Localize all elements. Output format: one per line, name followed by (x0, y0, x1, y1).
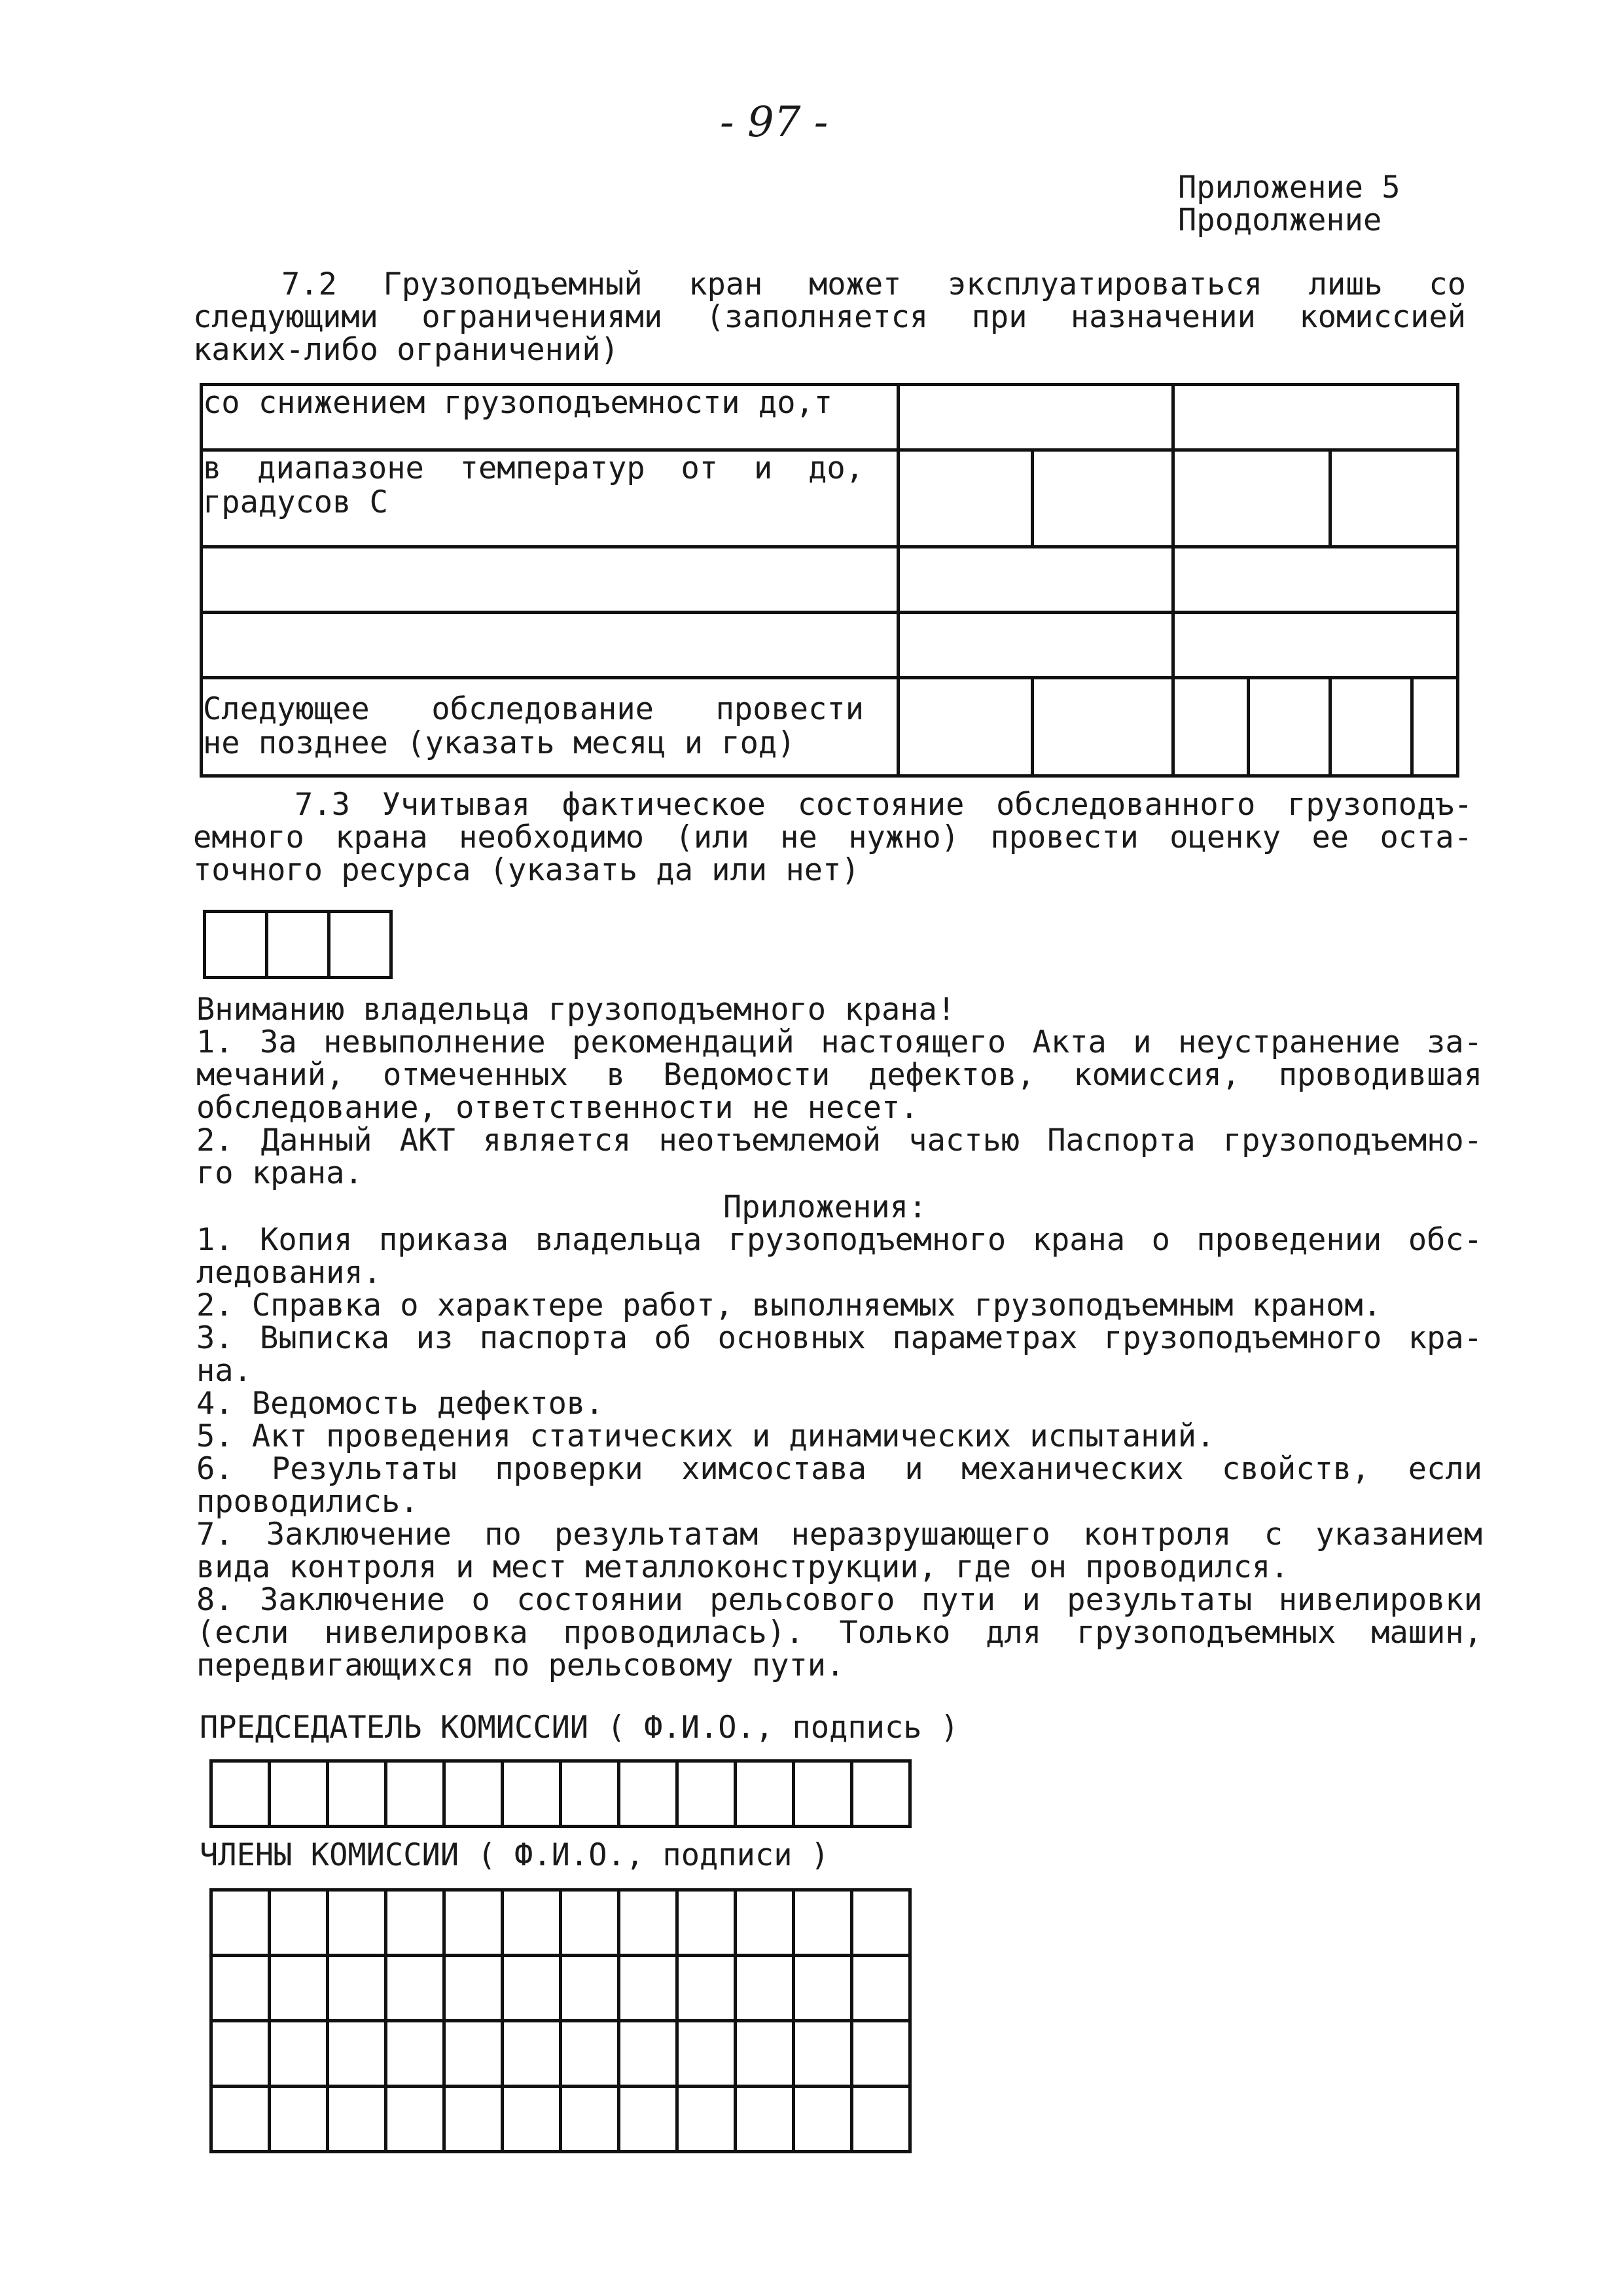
section-7-3-line-2: емного крана необходимо (или не нужно) провести оценку ее оста- (193, 819, 1472, 855)
signature-cell[interactable] (619, 1890, 677, 1956)
table-row (211, 2087, 910, 2152)
signature-cell[interactable] (852, 1890, 910, 1956)
table-row (202, 385, 1458, 450)
year-digit-3[interactable] (1330, 678, 1412, 776)
signature-cell[interactable] (211, 2021, 270, 2087)
answer-box-1[interactable] (203, 910, 268, 979)
signature-cell[interactable] (270, 1956, 328, 2021)
temperature-range-label-line-2: градусов С (203, 484, 388, 520)
signature-cell[interactable] (328, 2021, 386, 2087)
signature-cell[interactable] (677, 1956, 736, 2021)
reduced-capacity-label: со снижением грузоподъемности до,т (202, 385, 899, 450)
signature-cell[interactable] (386, 1956, 444, 2021)
restrictions-table (200, 383, 1459, 778)
signature-cell[interactable] (794, 1890, 852, 1956)
temperature-to-cell-2[interactable] (1330, 450, 1458, 547)
temperature-from-cell-2[interactable] (1033, 450, 1173, 547)
signature-cell[interactable] (444, 1956, 503, 2021)
attachment-line: 5. Акт проведения статических и динамических испытаний. (196, 1418, 1215, 1454)
table-row (202, 678, 1458, 776)
table-row (211, 2021, 910, 2087)
temperature-to-cell-1[interactable] (1173, 450, 1330, 547)
blank-restriction-label-1[interactable] (202, 547, 899, 613)
signature-cell[interactable] (328, 1956, 386, 2021)
signature-cell[interactable] (677, 1761, 736, 1827)
signature-cell[interactable] (444, 1890, 503, 1956)
signature-cell[interactable] (852, 2021, 910, 2087)
attachment-line: 1. Копия приказа владельца грузоподъемного крана о проведении обс- (196, 1222, 1482, 1258)
blank-restriction-value-2a[interactable] (899, 613, 1173, 678)
next-inspection-label-line-2: не позднее (указать месяц и год) (203, 725, 796, 761)
reduced-capacity-value-cell[interactable] (899, 385, 1173, 450)
signature-cell[interactable] (444, 1761, 503, 1827)
signature-cell[interactable] (211, 1761, 270, 1827)
signature-cell[interactable] (852, 1956, 910, 2021)
section-7-2-line-1: 7.2 Грузоподъемный кран может эксплуатироваться лишь со (281, 266, 1466, 302)
signature-cell[interactable] (794, 2021, 852, 2087)
answer-box-2[interactable] (265, 910, 330, 979)
blank-restriction-value-1b[interactable] (1173, 547, 1458, 613)
residual-resource-answer-boxes (203, 910, 393, 979)
chairman-signature-grid (209, 1759, 912, 1828)
signature-cell[interactable] (270, 1890, 328, 1956)
signature-cell[interactable] (561, 1890, 619, 1956)
table-row (202, 450, 1458, 547)
attention-title: Вниманию владельца грузоподъемного крана! (196, 992, 956, 1028)
attachment-line: ледования. (196, 1255, 382, 1291)
members-label: ЧЛЕНЫ КОМИССИИ ( Ф.И.О., подписи ) (200, 1837, 830, 1873)
signature-cell[interactable] (503, 1956, 561, 2021)
temperature-range-label (202, 450, 899, 547)
signature-cell[interactable] (444, 2087, 503, 2152)
attachment-line: передвигающихся по рельсовому пути. (196, 1647, 845, 1683)
attachment-line: 4. Ведомость дефектов. (196, 1386, 604, 1422)
attachment-line: 2. Справка о характере работ, выполняемых грузоподъемным краном. (196, 1287, 1382, 1323)
section-7-2-line-3: каких-либо ограничений) (193, 332, 619, 368)
table-row (211, 1890, 910, 1956)
attachments-title: Приложения: (723, 1189, 927, 1225)
year-digit-1[interactable] (1173, 678, 1249, 776)
signature-cell[interactable] (561, 2021, 619, 2087)
signature-cell[interactable] (328, 2087, 386, 2152)
signature-cell[interactable] (619, 1761, 677, 1827)
signature-cell[interactable] (736, 2087, 794, 2152)
signature-cell[interactable] (677, 2021, 736, 2087)
blank-restriction-label-2[interactable] (202, 613, 899, 678)
attachment-line: 7. Заключение по результатам неразрушающего контроля с указанием (196, 1516, 1482, 1552)
attachment-line: 8. Заключение о состоянии рельсового пути и результаты нивелировки (196, 1582, 1482, 1618)
signature-cell[interactable] (736, 1761, 794, 1827)
year-digit-4[interactable] (1412, 678, 1458, 776)
signature-cell[interactable] (736, 1890, 794, 1956)
signature-cell[interactable] (503, 1890, 561, 1956)
appendix-label: Приложение 5 (1178, 170, 1400, 206)
section-7-3-line-3: точного ресурса (указать да или нет) (193, 852, 860, 888)
table-row (202, 613, 1458, 678)
temperature-from-cell-1[interactable] (899, 450, 1033, 547)
attachment-line: на. (196, 1353, 252, 1389)
signature-cell[interactable] (619, 1956, 677, 2021)
reduced-capacity-value-cell-2[interactable] (1173, 385, 1458, 450)
attention-item-2-line-2: го крана. (196, 1155, 363, 1191)
signature-cell[interactable] (852, 2087, 910, 2152)
answer-box-3[interactable] (327, 910, 393, 979)
attention-item-1-line-3: обследование, ответственности не несет. (196, 1090, 919, 1126)
next-inspection-label-line-1: Следующее обследование провести (203, 691, 864, 727)
signature-cell[interactable] (270, 2087, 328, 2152)
signature-cell[interactable] (736, 2021, 794, 2087)
blank-restriction-value-2b[interactable] (1173, 613, 1458, 678)
attention-item-1-line-1: 1. За невыполнение рекомендаций настоящего Акта и неустранение за- (196, 1024, 1482, 1060)
signature-cell[interactable] (503, 2021, 561, 2087)
signature-cell[interactable] (503, 2087, 561, 2152)
signature-cell[interactable] (794, 1956, 852, 2021)
signature-cell[interactable] (328, 1890, 386, 1956)
signature-cell[interactable] (619, 2087, 677, 2152)
signature-cell[interactable] (794, 2087, 852, 2152)
temperature-range-label-line-1: в диапазоне температур от и до, (203, 450, 864, 486)
next-inspection-label (202, 678, 899, 776)
chairman-label: ПРЕДСЕДАТЕЛЬ КОМИССИИ ( Ф.И.О., подпись ) (200, 1710, 959, 1746)
signature-cell[interactable] (677, 1890, 736, 1956)
signature-cell[interactable] (561, 1761, 619, 1827)
signature-cell[interactable] (561, 1956, 619, 2021)
attachment-line: (если нивелировка проводилась). Только для грузоподъемных машин, (196, 1615, 1482, 1651)
signature-cell[interactable] (444, 2021, 503, 2087)
page-number: - 97 - (720, 98, 829, 147)
continuation-label: Продолжение (1178, 202, 1382, 238)
signature-cell[interactable] (270, 2021, 328, 2087)
signature-cell[interactable] (270, 1761, 328, 1827)
section-7-2-line-2: следующими ограничениями (заполняется при назначении комиссией (193, 299, 1466, 335)
signature-cell[interactable] (386, 2087, 444, 2152)
signature-cell[interactable] (503, 1761, 561, 1827)
attention-item-1-line-2: мечаний, отмеченных в Ведомости дефектов, комиссия, проводившая (196, 1057, 1482, 1093)
members-signature-grid (209, 1888, 912, 2153)
section-7-3-line-1: 7.3 Учитывая фактическое состояние обследованного грузоподъ- (294, 787, 1472, 823)
attachment-line: 3. Выписка из паспорта об основных параметрах грузоподъемного кра- (196, 1320, 1482, 1356)
signature-cell[interactable] (328, 1761, 386, 1827)
month-digit-2[interactable] (1033, 678, 1173, 776)
month-digit-1[interactable] (899, 678, 1033, 776)
attention-item-2-line-1: 2. Данный АКТ является неотъемлемой частью Паспорта грузоподъемно- (196, 1122, 1482, 1158)
signature-cell[interactable] (211, 1956, 270, 2021)
attachment-line: проводились. (196, 1484, 419, 1520)
table-row (202, 547, 1458, 613)
signature-cell[interactable] (211, 2087, 270, 2152)
signature-cell[interactable] (386, 1890, 444, 1956)
table-row (211, 1956, 910, 2021)
attachment-line: 6. Результаты проверки химсостава и механических свойств, если (196, 1451, 1482, 1487)
signature-cell[interactable] (852, 1761, 910, 1827)
signature-cell[interactable] (677, 2087, 736, 2152)
blank-restriction-value-1a[interactable] (899, 547, 1173, 613)
attachment-line: вида контроля и мест металлоконструкции, где он проводился. (196, 1549, 1289, 1585)
signature-cell[interactable] (211, 1890, 270, 1956)
table-row (211, 1761, 910, 1827)
signature-cell[interactable] (619, 2021, 677, 2087)
signature-cell[interactable] (736, 1956, 794, 2021)
signature-cell[interactable] (386, 1761, 444, 1827)
year-digit-2[interactable] (1249, 678, 1330, 776)
signature-cell[interactable] (561, 2087, 619, 2152)
signature-cell[interactable] (386, 2021, 444, 2087)
signature-cell[interactable] (794, 1761, 852, 1827)
